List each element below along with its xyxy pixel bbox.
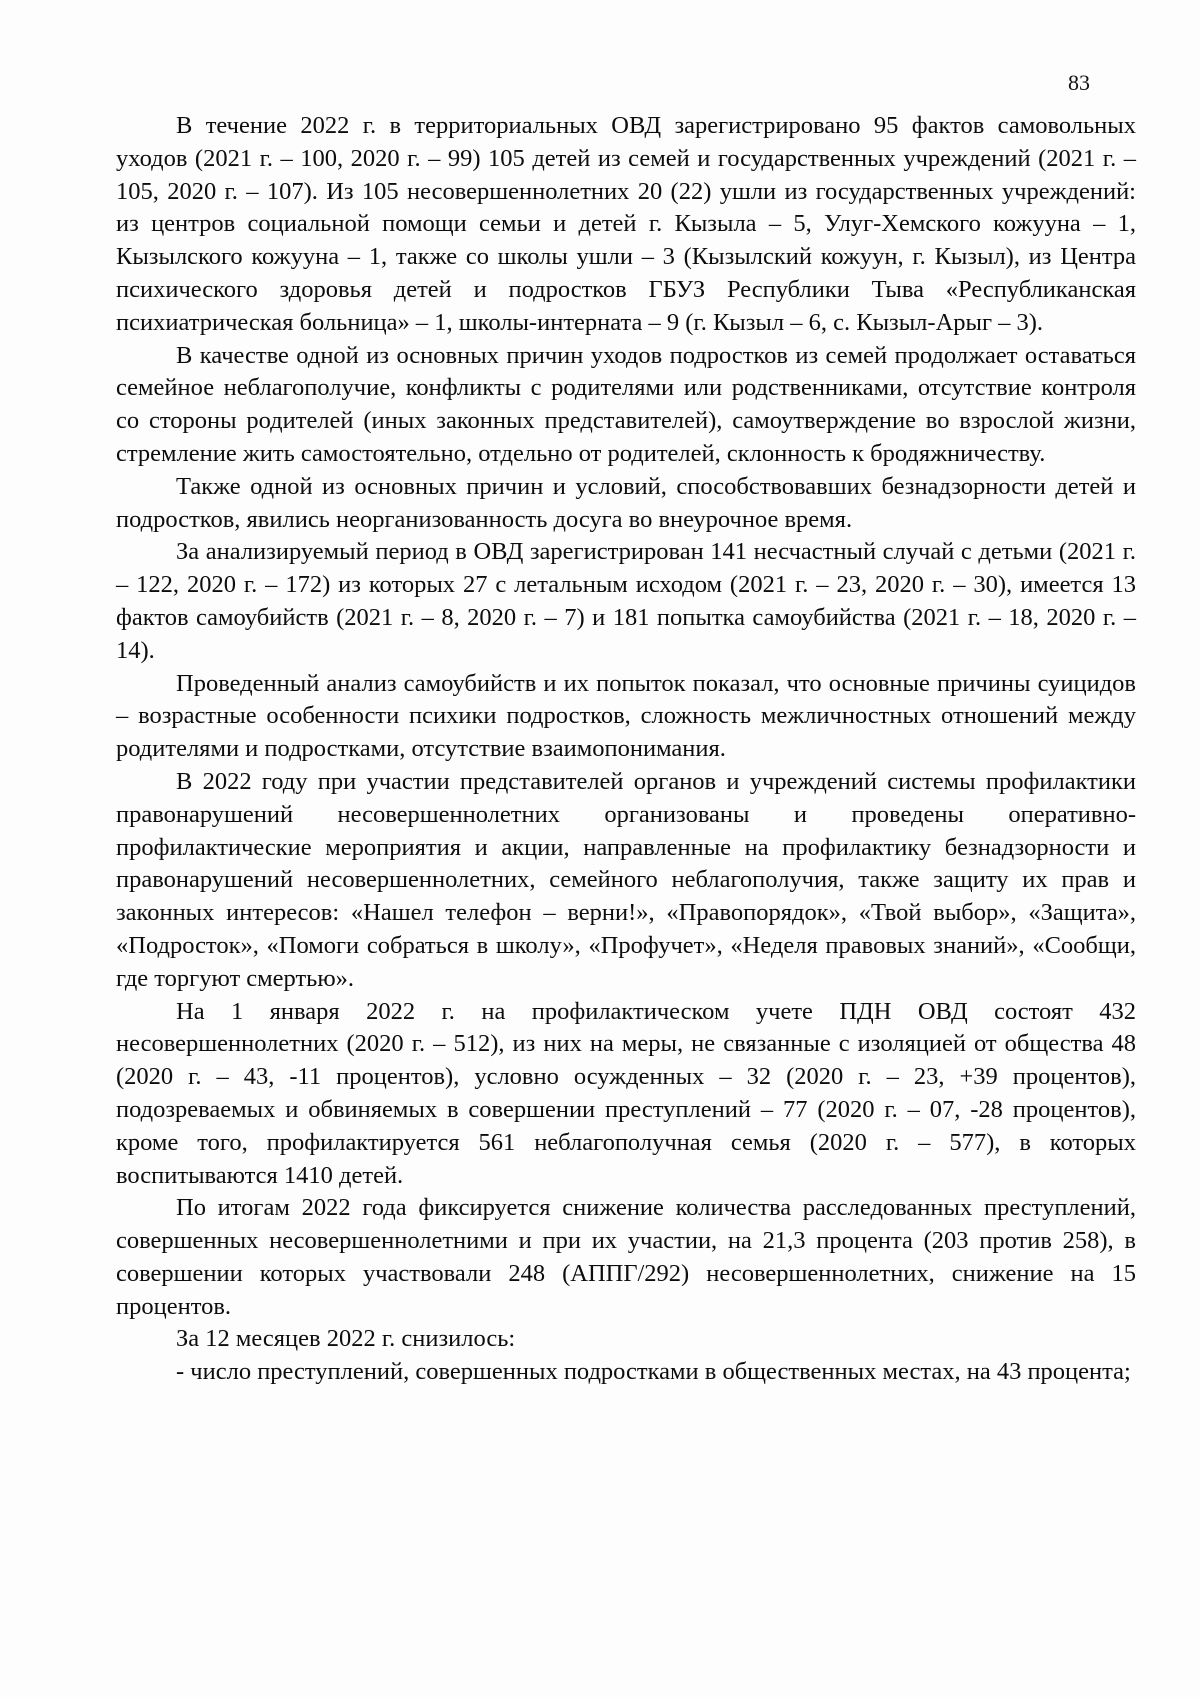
document-body bbox=[116, 110, 1136, 1389]
page-number: 83 bbox=[1068, 70, 1090, 95]
paragraph-accidents: За анализируемый период в ОВД зарегистрирован 141 несчастный случай с детьми (2021 г. – 122, 2020 г. – 172) из которых 27 с летальным исходом (2021 г. – 23, 2020 г. – 30), имеется 13 фактов самоубийств (2021 г. – 8, 2020 г. – 7) и 181 попытка самоубийства (2021 г. – 18, 2020 г. – 14). bbox=[116, 538, 1136, 664]
paragraph-runaway-causes: В качестве одной из основных причин уходов подростков из семей продолжает оставаться семейное неблагополучие, конфликты с родителями или родственниками, отсутствие контроля со стороны родителей (иных законных представителей), самоутверждение во взрослой жизни, стремление жить самостоятельно, отдельно от родителей, склонность к бродяжничеству. bbox=[116, 341, 1136, 467]
paragraph-crime-results: По итогам 2022 года фиксируется снижение количества расследованных преступлений, совершенных несовершеннолетними и при их участии, на 21,3 процента (203 против 258), в совершении которых участвовали 248 (АППГ/292) несовершеннолетних, снижение на 15 процентов. bbox=[116, 1194, 1136, 1320]
paragraph-prevention-actions: В 2022 году при участии представителей органов и учреждений системы профилактики правонарушений несовершеннолетних организованы и проведены оперативно-профилактические мероприятия и акции, направленные на профилактику безнадзорности и правонарушений несовершеннолетних, семейного неблагополучия, также защиту их прав и законных интересов: «Нашел телефон – верни!», «Правопорядок», «Твой выбор», «Защита», «Подросток», «Помоги собраться в школу», «Профучет», «Неделя правовых знаний», «Сообщи, где торгуют смертью». bbox=[116, 767, 1136, 992]
list-item-public-places: - число преступлений, совершенных подростками в общественных местах, на 43 процента; bbox=[176, 1358, 1131, 1386]
paragraph-neglect-causes: Также одной из основных причин и условий, способствовавших безнадзорности детей и подростков, явились неорганизованность досуга во внеурочное время. bbox=[116, 472, 1136, 533]
paragraph-runaways: В течение 2022 г. в территориальных ОВД зарегистрировано 95 фактов самовольных уходов (2021 г. – 100, 2020 г. – 99) 105 детей из семей и государственных учреждений (2021 г. – 105, 2020 г. – 107). Из 105 несовершеннолетних 20 (22) ушли из государственных учреждений: из центров социальной помощи семьи и детей г. Кызыла – 5, Улуг-Хемского кожууна – 1, Кызылского кожууна – 1, также со школы ушли – 3 (Кызылский кожуун, г. Кызыл), из Центра психического здоровья детей и подростков ГБУЗ Республики Тыва «Республиканская психиатрическая больница» – 1, школы-интерната – 9 (г. Кызыл – 6, с. Кызыл-Арыг – 3). bbox=[116, 112, 1136, 336]
paragraph-suicide-analysis: Проведенный анализ самоубийств и их попыток показал, что основные причины суицидов – возрастные особенности психики подростков, сложность межличностных отношений между родителями и подростками, отсутствие взаимопонимания. bbox=[116, 669, 1136, 763]
paragraph-decrease-intro: За 12 месяцев 2022 г. снизилось: bbox=[176, 1325, 516, 1353]
paragraph-registry-stats: На 1 января 2022 г. на профилактическом учете ПДН ОВД состоят 432 несовершеннолетних (2020 г. – 512), из них на меры, не связанные с изоляцией от общества 48 (2020 г. – 43, -11 процентов), условно осужденных – 32 (2020 г. – 23, +39 процентов), подозреваемых и обвиняемых в совершении преступлений – 77 (2020 г. – 07, -28 процентов), кроме того, профилактируется 561 неблагополучная семья (2020 г. – 577), в которых воспитываются 1410 детей. bbox=[116, 997, 1136, 1189]
